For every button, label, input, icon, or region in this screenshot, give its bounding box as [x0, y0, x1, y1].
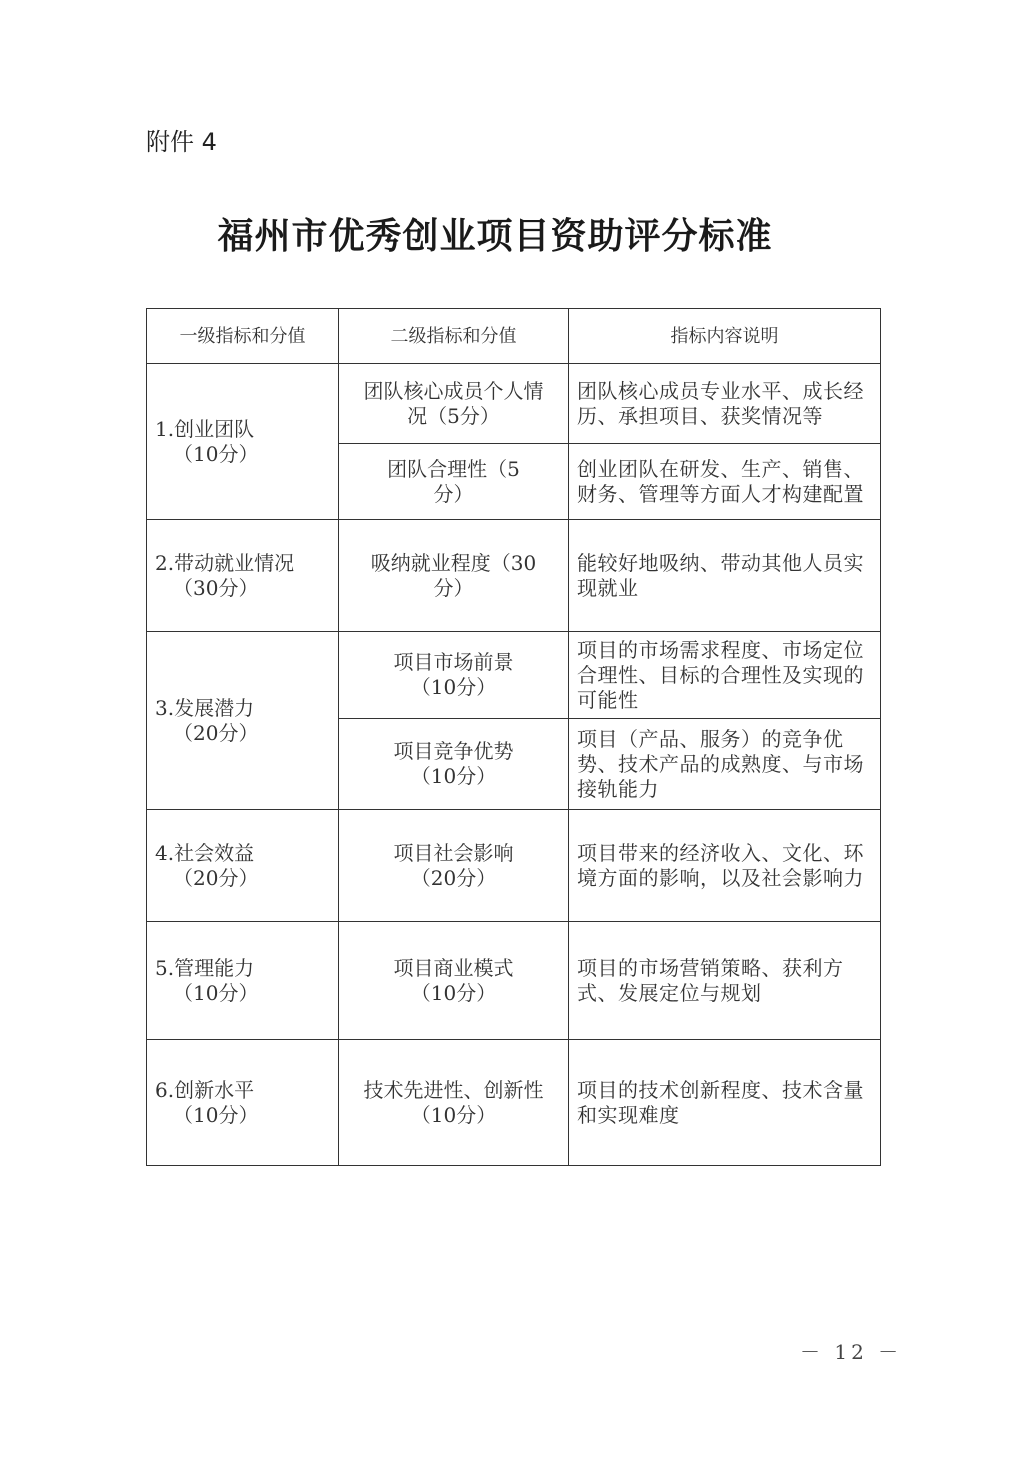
- table-row: [147, 1040, 881, 1166]
- level2-cell: 项目竞争优势（10分）: [339, 719, 569, 810]
- level1-cell: [147, 520, 339, 632]
- level1-name: 3.发展潜力: [155, 695, 255, 720]
- header-level2: 二级指标和分值: [339, 309, 569, 364]
- level1-cell: [147, 364, 339, 520]
- level1-points: （10分）: [173, 980, 259, 1005]
- level1-name: 5.管理能力: [155, 955, 255, 980]
- table-header-row: [147, 309, 881, 364]
- level1-cell: [147, 632, 339, 810]
- description-cell: 能较好地吸纳、带动其他人员实现就业: [569, 520, 881, 632]
- document-title: 福州市优秀创业项目资助评分标准: [217, 215, 773, 257]
- level1-points: （30分）: [173, 575, 259, 600]
- table-row: [147, 810, 881, 922]
- page-number: － 12 －: [800, 1340, 903, 1364]
- level1-name: 2.带动就业情况: [155, 550, 295, 575]
- header-description: 指标内容说明: [569, 309, 881, 364]
- header-level1: 一级指标和分值: [147, 309, 339, 364]
- level1-cell: [147, 922, 339, 1040]
- level1-cell: [147, 1040, 339, 1166]
- level1-name: 6.创新水平: [155, 1077, 255, 1102]
- description-cell: 项目（产品、服务）的竞争优势、技术产品的成熟度、与市场接轨能力: [569, 719, 881, 810]
- level2-cell: 项目商业模式（10分）: [339, 922, 569, 1040]
- level1-points: （10分）: [173, 1102, 259, 1127]
- level1-points: （20分）: [173, 865, 259, 890]
- level1-cell: [147, 810, 339, 922]
- level2-cell: 项目市场前景（10分）: [339, 632, 569, 719]
- table-row: [147, 364, 881, 444]
- description-cell: 创业团队在研发、生产、销售、财务、管理等方面人才构建配置: [569, 444, 881, 520]
- scoring-table: [146, 308, 881, 1166]
- table-row: [147, 632, 881, 719]
- level2-cell: 技术先进性、创新性（10分）: [339, 1040, 569, 1166]
- level1-name: 4.社会效益: [155, 840, 255, 865]
- level2-cell: 团队核心成员个人情况（5分）: [339, 364, 569, 444]
- table-row: [147, 520, 881, 632]
- description-cell: 项目的市场营销策略、获利方式、发展定位与规划: [569, 922, 881, 1040]
- table-row: [147, 922, 881, 1040]
- level2-cell: 项目社会影响（20分）: [339, 810, 569, 922]
- level2-cell: 吸纳就业程度（30分）: [339, 520, 569, 632]
- description-cell: 项目的市场需求程度、市场定位合理性、目标的合理性及实现的可能性: [569, 632, 881, 719]
- level1-points: （20分）: [173, 720, 259, 745]
- description-cell: 项目的技术创新程度、技术含量和实现难度: [569, 1040, 881, 1166]
- description-cell: 项目带来的经济收入、文化、环境方面的影响，以及社会影响力: [569, 810, 881, 922]
- level2-cell: 团队合理性（5分）: [339, 444, 569, 520]
- description-cell: 团队核心成员专业水平、成长经历、承担项目、获奖情况等: [569, 364, 881, 444]
- level1-points: （10分）: [173, 441, 259, 466]
- level1-name: 1.创业团队: [155, 416, 255, 441]
- attachment-label: 附件 4: [146, 128, 217, 156]
